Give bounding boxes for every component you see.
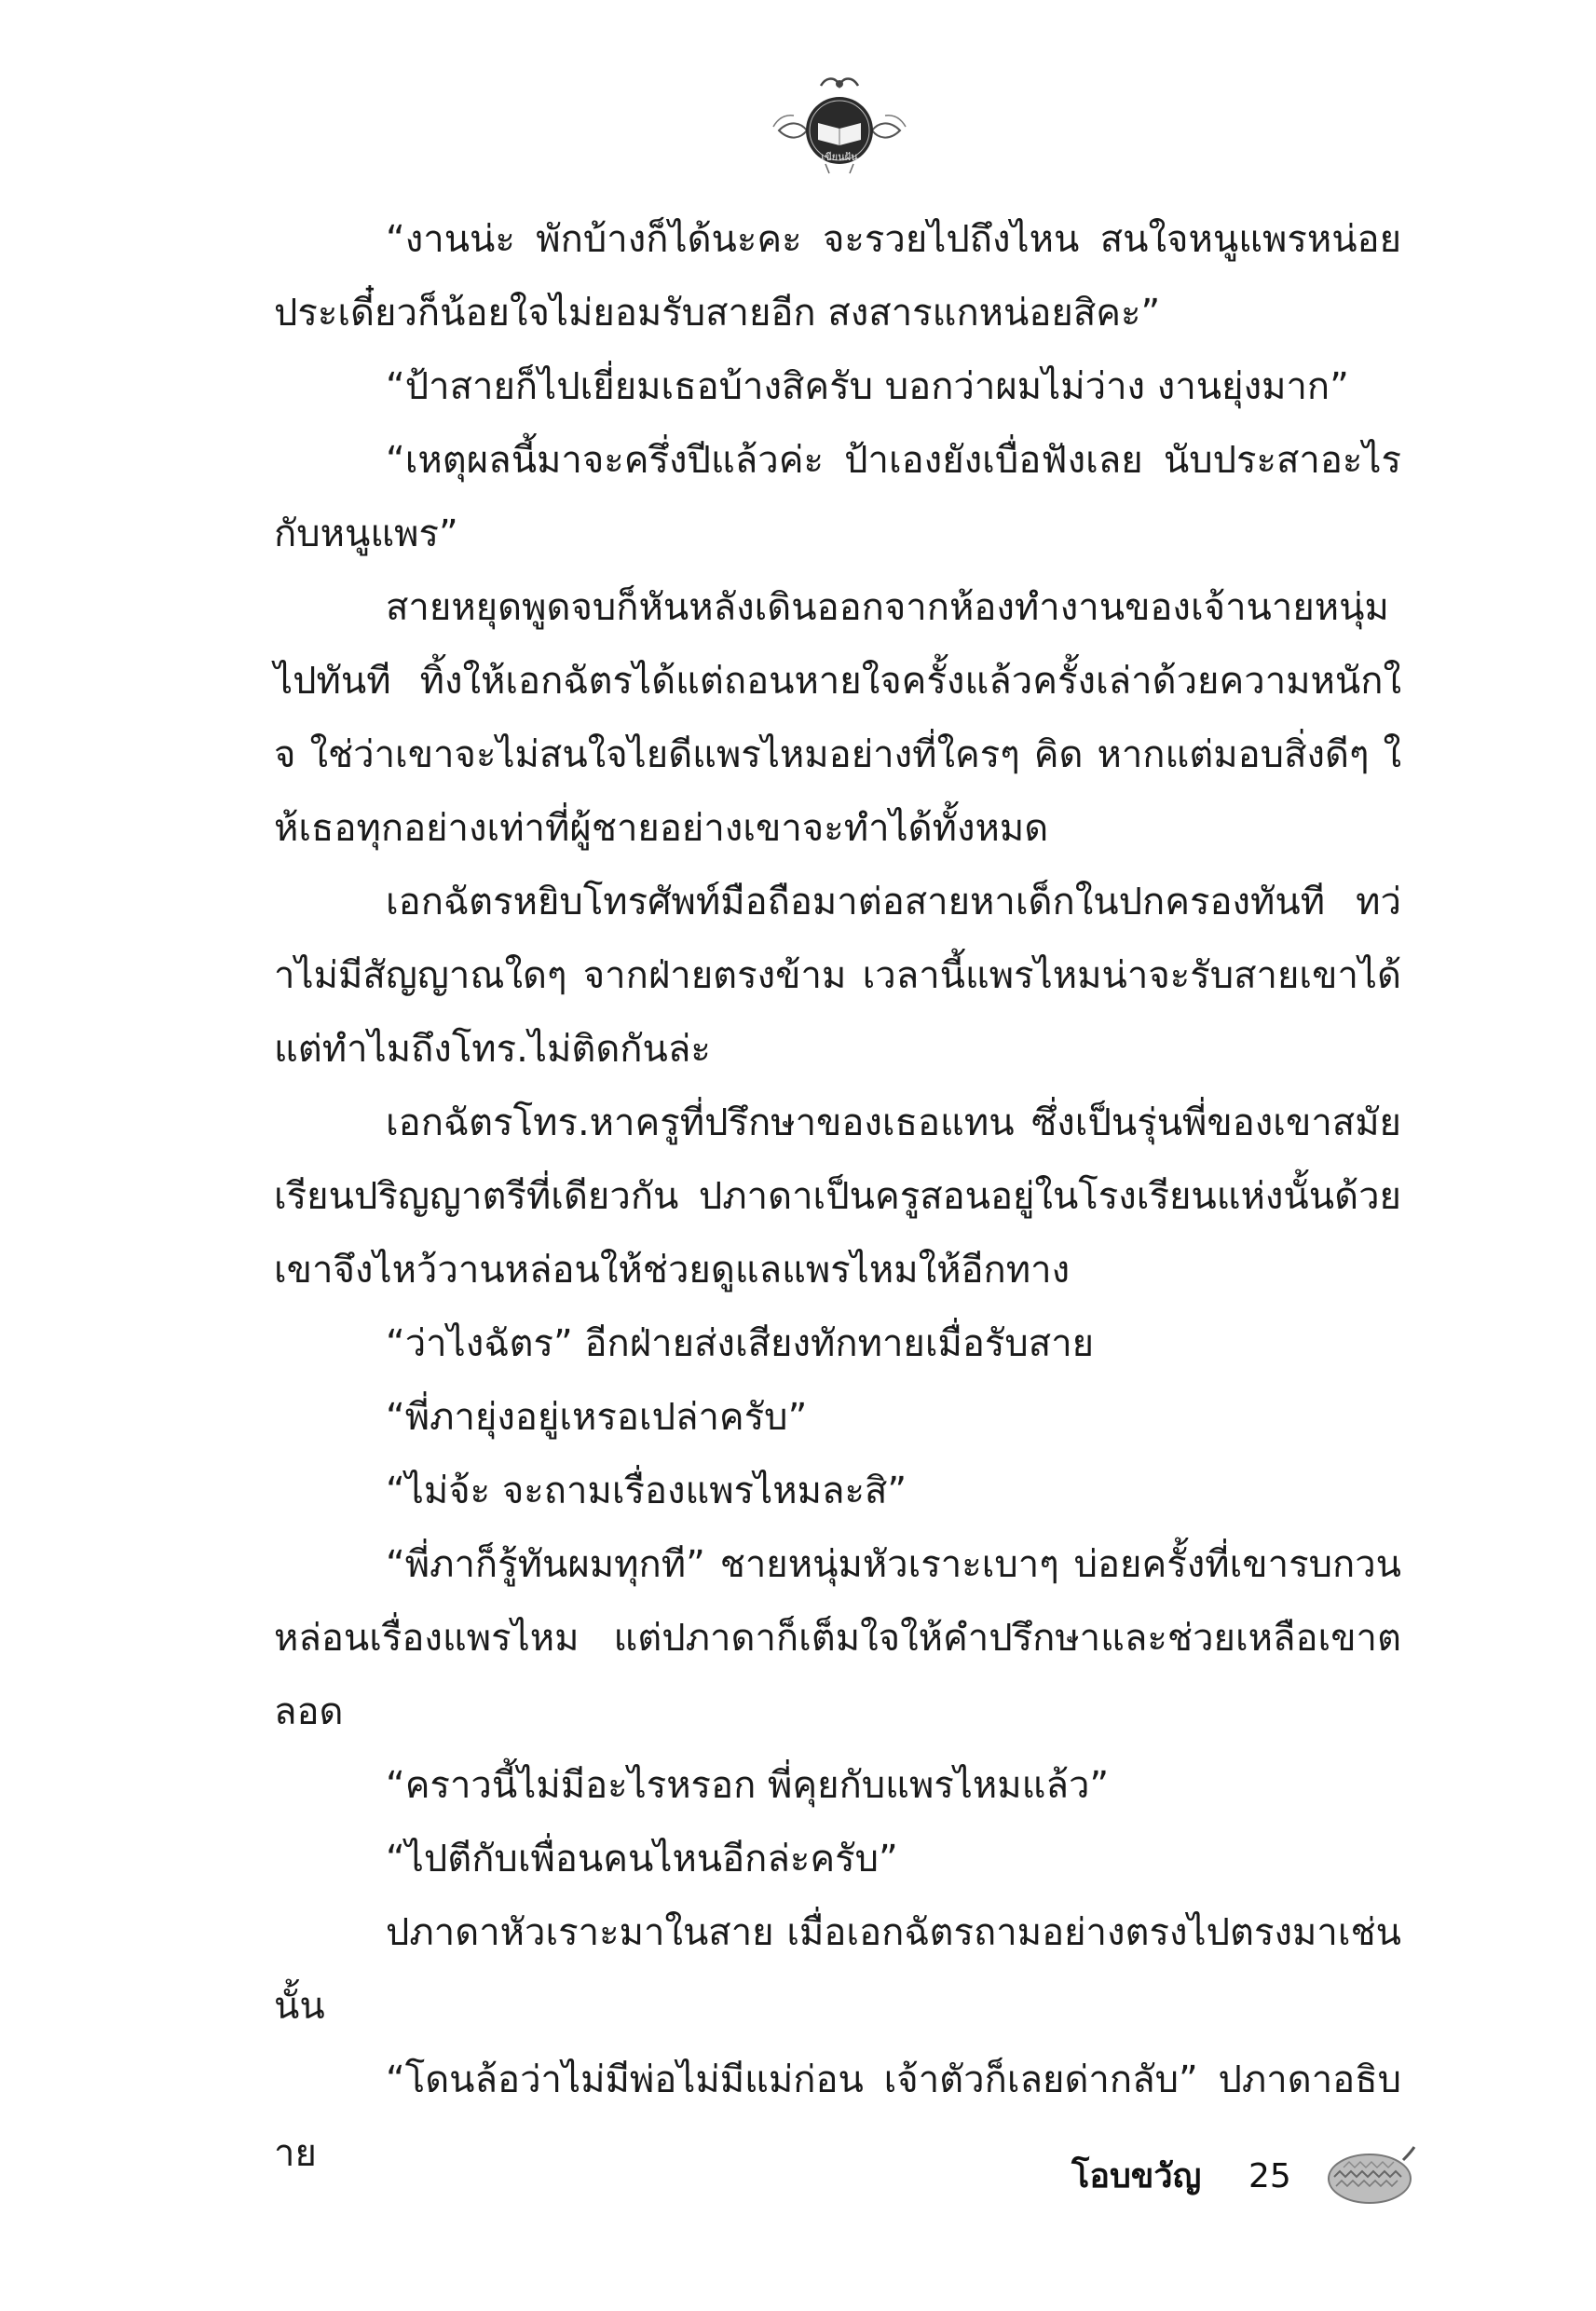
paragraph: “งานน่ะ พักบ้างก็ได้นะคะ จะรวยไปถึงไหน สนใจหนูแพรหน่อย ประเดี๋ยวก็น้อยใจไม่ยอมรับสายอีก สงสารแกหน่อยสิคะ”: [274, 218, 1401, 335]
paragraph: ปภาดาหัวเราะมาในสาย เมื่อเอกฉัตรถามอย่างตรงไปตรงมาเช่นนั้น: [274, 1911, 1401, 2028]
paragraph: “คราวนี้ไม่มีอะไรหรอก พี่คุยกับแพรไหมแล้ว”: [386, 1764, 1110, 1807]
durian-icon: [1323, 2143, 1416, 2208]
logo-text: เขียนฝัน: [821, 151, 858, 163]
page-footer: [0, 2143, 1596, 2218]
paragraph: “พี่ภาก็รู้ทันผมทุกที” ชายหนุ่มหัวเราะเบาๆ บ่อยครั้งที่เขารบกวนหล่อนเรื่องแพรไหม แต่ปภาดาก็เต็มใจให้คำปรึกษาและช่วยเหลือเขาตลอด: [274, 1543, 1401, 1733]
paragraph: เอกฉัตรหยิบโทรศัพท์มือถือมาต่อสายหาเด็กในปกครองทันที ทว่าไม่มีสัญญาณใดๆ จากฝ่ายตรงข้าม เวลานี้แพรไหมน่าจะรับสายเขาได้ แต่ทำไมถึงโทร.ไม่ติดกันล่ะ: [274, 881, 1401, 1071]
body-text: [274, 203, 1401, 2191]
paragraph: “ไปตีกับเพื่อนคนไหนอีกล่ะครับ”: [386, 1838, 898, 1880]
paragraph: “ป้าสายก็ไปเยี่ยมเธอบ้างสิครับ บอกว่าผมไม่ว่าง งานยุ่งมาก”: [386, 365, 1349, 408]
paragraph: “เหตุผลนี้มาจะครึ่งปีแล้วค่ะ ป้าเองยังเบื่อฟังเลย นับประสาอะไรกับหนูแพร”: [274, 439, 1401, 555]
book-emblem-logo-icon: [770, 73, 909, 175]
paragraph: สายหยุดพูดจบก็หันหลังเดินออกจากห้องทำงานของเจ้านายหนุ่มไปทันที ทิ้งให้เอกฉัตรได้แต่ถอนหายใจครั้งแล้วครั้งเล่าด้วยความหนักใจ ใช่ว่าเขาจะไม่สนใจไยดีแพรไหมอย่างที่ใครๆ คิด หากแต่มอบสิ่งดีๆ ให้เธอทุกอย่างเท่าที่ผู้ชายอย่างเขาจะทำได้ทั้งหมด: [274, 586, 1401, 850]
book-title: โอบขวัญ: [1071, 2157, 1202, 2195]
paragraph: เอกฉัตรโทร.หาครูที่ปรึกษาของเธอแทน ซึ่งเป็นรุ่นพี่ของเขาสมัยเรียนปริญญาตรีที่เดียวกัน ปภาดาเป็นครูสอนอยู่ในโรงเรียนแห่งนั้นด้วย เขาจึงไหว้วานหล่อนให้ช่วยดูแลแพรไหมให้อีกทาง: [274, 1101, 1401, 1292]
paragraph: “โดนล้อว่าไม่มีพ่อไม่มีแม่ก่อน เจ้าตัวก็เลยด่ากลับ” ปภาดาอธิบาย: [274, 2058, 1401, 2175]
page-number: 25: [1248, 2157, 1291, 2195]
paragraph: “ไม่จ้ะ จะถามเรื่องแพรไหมละสิ”: [386, 1470, 907, 1512]
paragraph: “ว่าไงฉัตร” อีกฝ่ายส่งเสียงทักทายเมื่อรับสาย: [386, 1322, 1095, 1365]
paragraph: “พี่ภายุ่งอยู่เหรอเปล่าครับ”: [386, 1396, 808, 1439]
